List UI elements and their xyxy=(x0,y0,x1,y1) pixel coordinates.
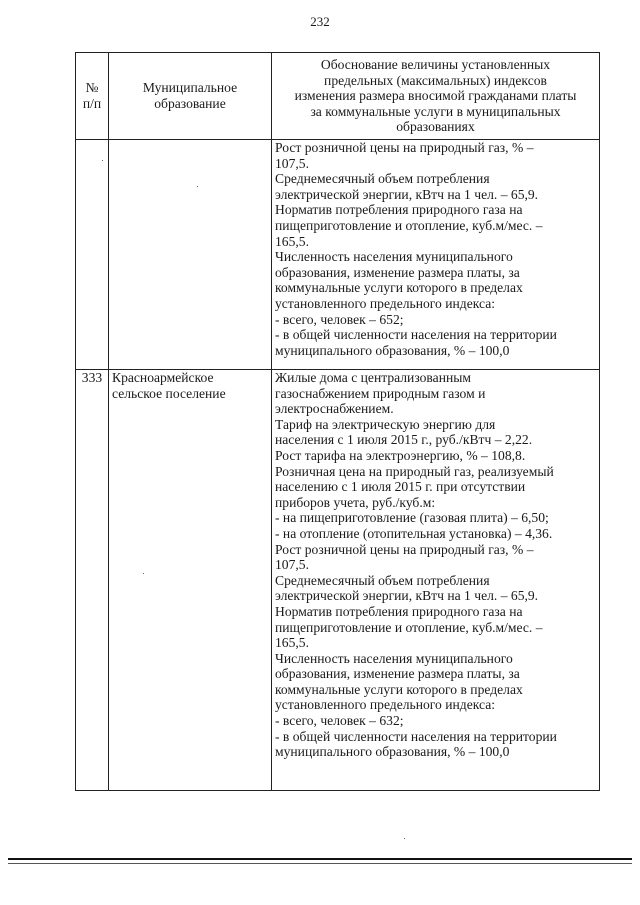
justification-line: Численность населения муниципального xyxy=(275,249,513,265)
justification-line: муниципального образования, % – 100,0 xyxy=(275,744,510,760)
justification-line: пищеприготовление и отопление, куб.м/мес. – xyxy=(275,217,543,233)
justification-line: Рост тарифа на электроэнергию, % – 108,8. xyxy=(275,447,526,463)
justification-line: электроснабжением. xyxy=(275,401,394,417)
page-number: 232 xyxy=(310,14,330,29)
municipality-line: Красноармейское xyxy=(112,370,214,385)
row-municipality xyxy=(109,140,272,370)
justification-line: 165,5. xyxy=(275,635,309,651)
row-justification xyxy=(272,370,600,791)
justification-line: Среднемесячный объем потребления xyxy=(275,572,490,588)
scan-speck xyxy=(404,838,405,839)
justification-line: газоснабжением природным газом и xyxy=(275,385,486,401)
header-line: предельных (максимальных) индексов xyxy=(324,72,547,88)
justification-line: - на отопление (отопительная установка) – 4,36. xyxy=(275,525,553,541)
municipality-line: сельское поселение xyxy=(112,385,226,401)
table-row xyxy=(76,140,600,370)
justification-line: 165,5. xyxy=(275,233,309,249)
header-line: Муниципальное xyxy=(142,80,238,96)
table-row xyxy=(76,370,600,791)
justification-line: Рост розничной цены на природный газ, % – xyxy=(275,541,534,557)
row-municipality xyxy=(109,370,272,791)
justification-line: коммунальные услуги которого в пределах xyxy=(275,280,523,296)
header-justification xyxy=(272,53,600,140)
header-municipality xyxy=(109,53,272,140)
justification-line: Среднемесячный объем потребления xyxy=(275,171,490,187)
header-line: образование xyxy=(154,96,226,111)
justification-line: - всего, человек – 632; xyxy=(275,713,404,729)
justification-line: Жилые дома с централизованным xyxy=(275,370,471,385)
justification-line: Розничная цена на природный газ, реализуемый xyxy=(275,463,554,479)
justification-line: Рост розничной цены на природный газ, % – xyxy=(275,140,534,155)
justification-line: населению с 1 июля 2015 г. при отсутствии xyxy=(275,479,526,495)
row-number xyxy=(76,140,109,370)
row-justification xyxy=(272,140,600,370)
justification-line: пищеприготовление и отопление, куб.м/мес. – xyxy=(275,619,543,635)
justification-line: - в общей численности населения на территории xyxy=(275,327,557,343)
scan-edge-line xyxy=(8,858,632,860)
justification-line: образования, изменение размера платы, за xyxy=(275,264,520,280)
justification-line: Норматив потребления природного газа на xyxy=(275,603,523,619)
header-line: п/п xyxy=(82,96,102,111)
justification-line: населения с 1 июля 2015 г., руб./кВтч – 2,22. xyxy=(275,432,533,448)
justification-line: - в общей численности населения на территории xyxy=(275,728,557,744)
justification-line: коммунальные услуги которого в пределах xyxy=(275,681,523,697)
justification-line: установленного предельного индекса: xyxy=(275,295,496,311)
row-number: 333 xyxy=(76,370,109,791)
justification-line: - на пищеприготовление (газовая плита) – 6,50; xyxy=(275,510,549,526)
justification-line: Численность населения муниципального xyxy=(275,650,513,666)
justification-line: электрической энергии, кВтч на 1 чел. – 65,9. xyxy=(275,588,539,604)
table-header-row xyxy=(76,53,600,140)
header-line: Обоснование величины установленных xyxy=(320,57,551,73)
justification-line: Норматив потребления природного газа на xyxy=(275,202,523,218)
header-number xyxy=(76,53,109,140)
header-line: № xyxy=(85,80,99,96)
justification-line: 107,5. xyxy=(275,155,309,171)
justification-line: Тариф на электрическую энергию для xyxy=(275,416,496,432)
scan-edge-line xyxy=(8,863,632,864)
header-line: образованиях xyxy=(396,119,475,135)
justification-line: установленного предельного индекса: xyxy=(275,697,496,713)
justification-line: образования, изменение размера платы, за xyxy=(275,666,520,682)
header-line: изменения размера вносимой гражданами платы xyxy=(294,88,577,104)
header-line: за коммунальные услуги в муниципальных xyxy=(310,103,561,119)
justification-line: 107,5. xyxy=(275,557,309,573)
justification-line: муниципального образования, % – 100,0 xyxy=(275,342,510,358)
justification-line: электрической энергии, кВтч на 1 чел. – 65,9. xyxy=(275,186,539,202)
justification-line: - всего, человек – 652; xyxy=(275,311,404,327)
justification-line: приборов учета, руб./куб.м: xyxy=(275,494,436,510)
indices-table xyxy=(75,52,600,791)
